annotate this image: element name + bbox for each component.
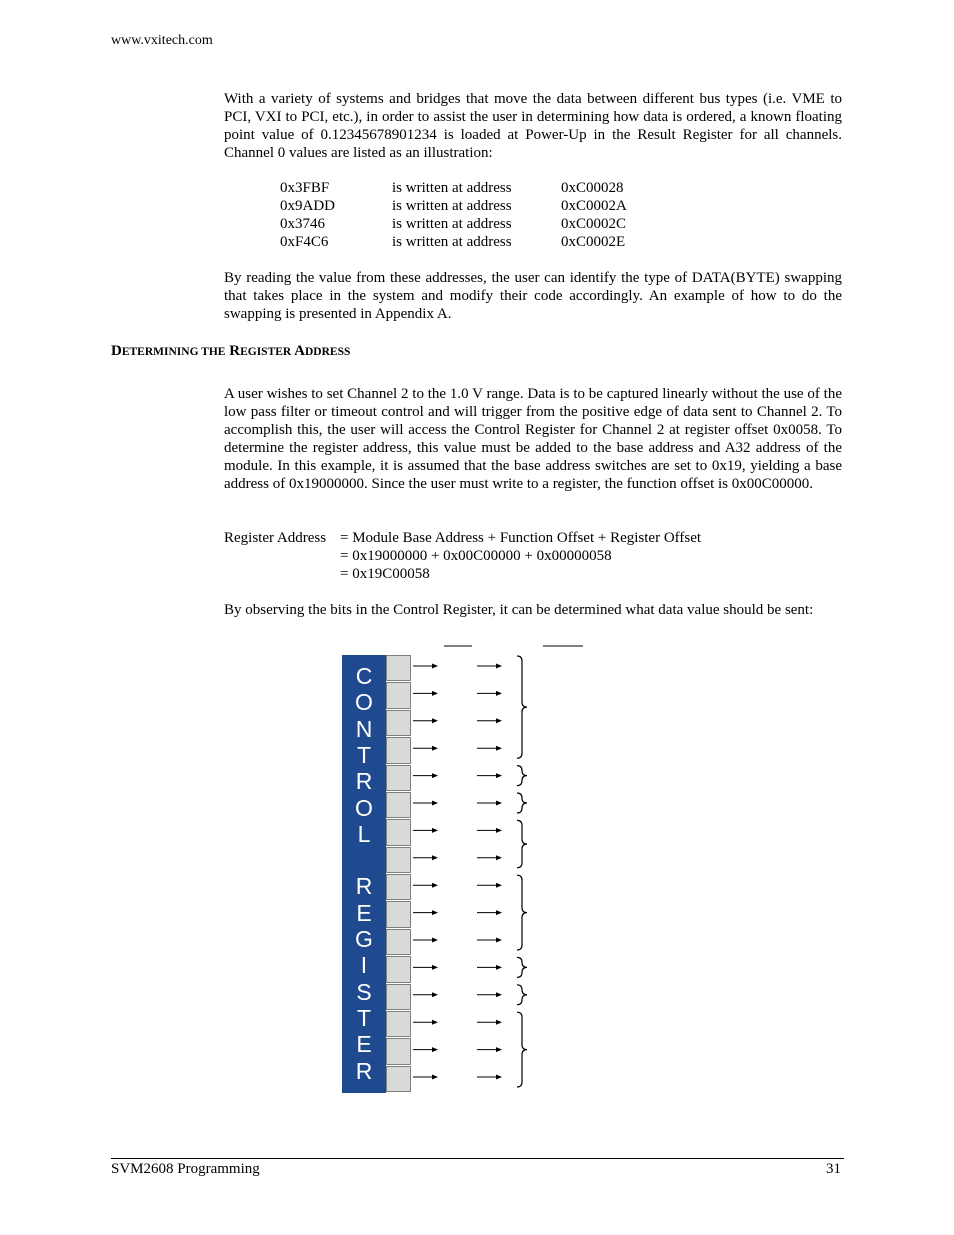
equation-line-2: = 0x19000000 + 0x00C00000 + 0x00000058 [340,548,612,564]
value-arrow-head [496,910,502,915]
bit-arrow-head [432,664,438,669]
address-cell: 0xC00028 [561,180,624,196]
bit-arrow-head [432,938,438,943]
value-arrow-head [496,801,502,806]
bit-arrow-head [432,718,438,723]
register-label-letter: C [355,663,373,689]
value-arrow-head [496,1075,502,1080]
value-arrow-head [496,718,502,723]
register-label-letter: R [355,1057,373,1084]
register-label-letter: N [355,715,373,742]
bit-arrow-head [432,691,438,696]
value-arrow-head [496,746,502,751]
address-cell: 0xC0002E [561,234,626,250]
value-arrow-head [496,855,502,860]
value-arrow-head [496,691,502,696]
equation-line-1: = Module Base Address + Function Offset + Register Offset [340,530,702,546]
register-label-letter: E [356,899,372,926]
bit-arrow-head [432,1047,438,1052]
footer-divider [111,1158,844,1159]
value-cell: 0x3FBF [280,180,330,196]
bit-group-brace [517,656,527,758]
register-label-letter: R [355,873,373,900]
register-label-letter: T [356,1004,372,1031]
bit-arrow-head [432,773,438,778]
value-arrow-head [496,773,502,778]
equation-label: Register Address [224,530,327,546]
bit-group-brace [517,875,527,950]
register-label-letter: G [355,926,373,952]
verb-cell: is written at address [392,216,512,232]
intro-paragraph: With a variety of systems and bridges that move the data between different bus types (i.e. VME to PCI, VXI to PCI, etc.), in order to assist the user in determining how data is ordered, a known floating point value of 0.12345678901234 is loaded at Power-Up in the Result Register for all channels. Channel 0 values are listed as an illustration: [224,91,842,161]
bit-group-brace [517,766,527,786]
value-cell: 0x3746 [280,216,325,232]
bit-group-brace [517,985,527,1005]
address-cell: 0xC0002C [561,216,627,232]
value-arrow-head [496,992,502,997]
bit-arrow-head [432,801,438,806]
observe-paragraph: By observing the bits in the Control Register, it can be determined what data value should be sent: [224,602,814,618]
section-heading: DETERMINING THE REGISTER ADDRESS [111,343,351,359]
value-arrow-head [496,664,502,669]
bit-group-brace [517,1012,527,1087]
register-label-letter: I [360,952,368,979]
bit-arrow-head [432,1020,438,1025]
bit-arrow-head [432,965,438,970]
value-cell: 0x9ADD [280,198,335,214]
address-cell: 0xC0002A [561,198,627,214]
verb-cell: is written at address [392,234,512,250]
value-cell: 0xF4C6 [280,234,329,250]
value-arrow-head [496,883,502,888]
bit-arrow-head [432,883,438,888]
bit-group-brace [517,820,527,867]
verb-cell: is written at address [392,198,512,214]
bit-arrow-head [432,855,438,860]
page-number: 31 [826,1161,841,1177]
bit-arrow-head [432,992,438,997]
equation-line-3: = 0x19C00058 [340,566,430,582]
register-label-letter: T [356,741,372,768]
register-label-letter: S [356,978,372,1005]
register-label-letter: O [355,689,373,716]
register-label-letter: O [355,794,373,821]
swap-paragraph: By reading the value from these addresses, the user can identify the type of DATA(BYTE) swapping that takes place in the system and modify their code accordingly. An example of how to do the swapping is presented in Appendix A. [224,270,842,322]
register-label-letter: R [355,768,373,795]
bit-group-brace [517,957,527,977]
register-label-letter: L [357,820,371,847]
value-arrow-head [496,1047,502,1052]
header-url: www.vxitech.com [111,33,213,48]
footer-title: SVM2608 Programming [111,1161,260,1177]
value-arrow-head [496,828,502,833]
bit-arrow-head [432,746,438,751]
value-arrow-head [496,938,502,943]
verb-cell: is written at address [392,180,512,196]
register-label-letter: E [356,1031,372,1058]
bit-arrow-head [432,1075,438,1080]
value-arrow-head [496,965,502,970]
value-arrow-head [496,1020,502,1025]
bit-group-brace [517,793,527,813]
bit-arrow-head [432,910,438,915]
register-paragraph: A user wishes to set Channel 2 to the 1.0 V range. Data is to be captured linearly without the use of the low pass filter or timeout control and will trigger from the positive edge of data sent to Channel 2. To accomplish this, the user will access the Control Register for Channel 2 at register offset 0x0058. To determine the register address, this value must be added to the base address and A32 address of the module. In this example, it is assumed that the base address switches are set to 0x19, yielding a base address of 0x19000000. Since the user must write to a register, the function offset is 0x00C00000. [224,386,842,492]
bit-arrow-head [432,828,438,833]
